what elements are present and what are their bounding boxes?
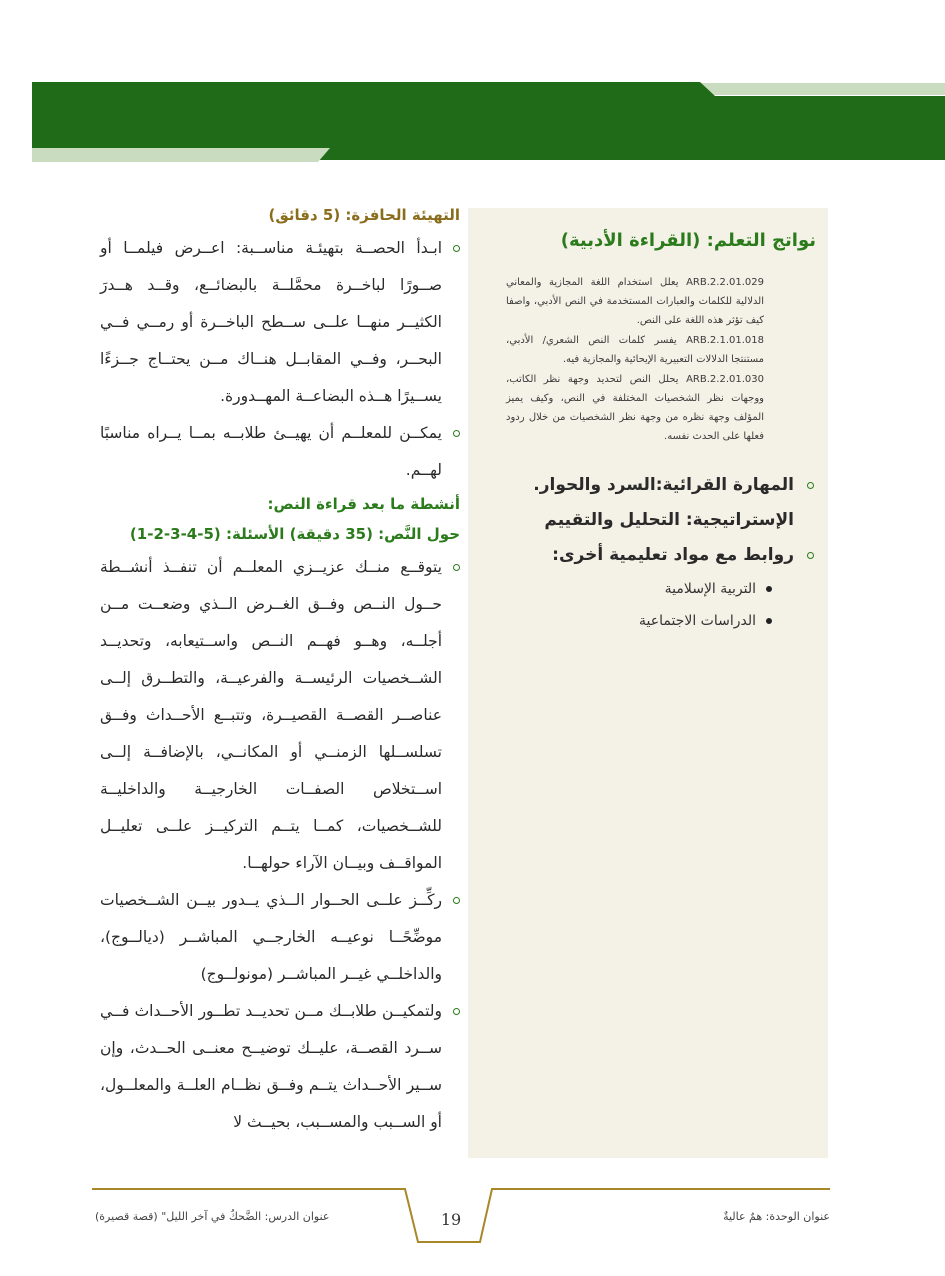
- learning-outcomes-panel: [468, 208, 828, 1158]
- outcome-item: [480, 331, 816, 369]
- footer-lesson-title: عنوان الدرس: الضَّحكُ في آخر الليل" (قصة قصيرة): [95, 1210, 330, 1223]
- outcome-code: ARB.2.1.01.018: [686, 335, 764, 346]
- strategy: الإستراتيجية: التحليل والتقييم: [544, 510, 794, 530]
- outcome-text: يفسر كلمات النص الشعري/ الأدبي، مستنتجا الدلالات التعبيرية الإيحائية والمجازية فيه.: [506, 335, 764, 365]
- footer-unit-title: عنوان الوحدة: همٌ عاليةٌ: [723, 1210, 830, 1223]
- links-title: روابط مع مواد تعليمية أخرى:: [480, 538, 794, 573]
- post-reading-heading: أنشطة ما بعد قراءة النص:: [267, 495, 460, 513]
- header-banner: [0, 0, 945, 175]
- reading-skill: المهارة القرائية:السرد والحوار.: [480, 468, 794, 503]
- warmup-heading: [100, 200, 460, 230]
- link-subject: الدراسات الاجتماعية: [480, 605, 756, 637]
- outcome-item: [480, 370, 816, 446]
- link-subject: التربية الإسلامية: [480, 573, 756, 605]
- warmup-time: (5 دقائق): [268, 206, 341, 224]
- warmup-paragraph: يمكــن للمعلــم أن يهيــئ طلابــه بمــا يــراه مناسبًا لهــم.: [100, 415, 460, 489]
- activity-paragraph: ولتمكيــن طلابــك مــن تحديــد تطــور الأحــداث فــي ســرد القصــة، عليــك توضيــح معنــى الحــدث، وإن ســير الأحــداث يتــم وفــق نظــام العلــة والمعلــول، أو الســبب والمســبب، بحيــث لا: [100, 993, 460, 1141]
- warmup-paragraph: ابـدأ الحصــة بتهيئـة مناســبة: اعــرض فيلمــا أو صــورًا لباخــرة محمَّلــة بالبضائــع، وقــد هــدرَ الكثيــر منهــا علــى ســطح الباخــرة أو رمــي فــي البحــر، وفــي المقابــل هنــاك مــن يحتــاج جــزءًا يســيرًا هــذه البضاعــة المهــدورة.: [100, 230, 460, 415]
- outcome-code: ARB.2.2.01.030: [686, 374, 764, 385]
- around-text-heading: حول النَّص: (35 دقيقة) الأسئلة: (5-4-3-2-1): [129, 525, 460, 543]
- main-content: [100, 200, 460, 1141]
- skills-list: [480, 468, 816, 573]
- warmup-title: التهيئة الحافزة:: [340, 206, 460, 224]
- outcome-item: [480, 273, 816, 330]
- page-number: 19: [440, 1210, 462, 1229]
- activity-paragraph: يتوقــع منــك عزيــزي المعلــم أن تنفــذ أنشــطة حــول النــص وفــق الغــرض الــذي وضعــت مــن أجلــه، وهــو فهــم النــص واســتيعابه، وتحديــد الشــخصيات الرئيســة والفرعيــة، والتطــرق إلــى عناصــر القصــة القصيــرة، وتتبــع الأحــداث وفــق تسلســلها الزمنــي أو المكانــي، بالإضافــة إلــى اســتخلاص الصفــات الخارجيــة والداخليــة للشــخصيات، كمــا يتــم التركيــز علــى تعليــل المواقــف وبيــان الآراء حولهــا.: [100, 549, 460, 882]
- activity-paragraph: ركِّــز علــى الحــوار الــذي يــدور بيــن الشــخصيات موضِّحًــا نوعيــه الخارجــي المباشــر (ديالــوج)، والداخلــي غيــر المباشــر (مونولــوج): [100, 882, 460, 993]
- panel-title: نواتج التعلم: (القراءة الأدبية): [560, 230, 816, 251]
- header-banner-graphic: [0, 0, 945, 175]
- outcome-text: يعلل استخدام اللغة المجازية والمعاني الدلالية للكلمات والعبارات المستخدمة في النص الأدبي، واصفا كيف تؤثر هذه اللغة على النص.: [506, 277, 764, 326]
- links-list: [480, 573, 816, 637]
- outcome-text: يحلل النص لتحديد وجهة نظر الكاتب، ووجهات نظر الشخصيات المختلفة في النص، وكيف يميز المؤلف وجهة نظره من وجهة نظر الشخصيات من خلال ردود فعلها على الحدث نفسه.: [506, 374, 764, 442]
- outcome-code: ARB.2.2.01.029: [686, 277, 764, 288]
